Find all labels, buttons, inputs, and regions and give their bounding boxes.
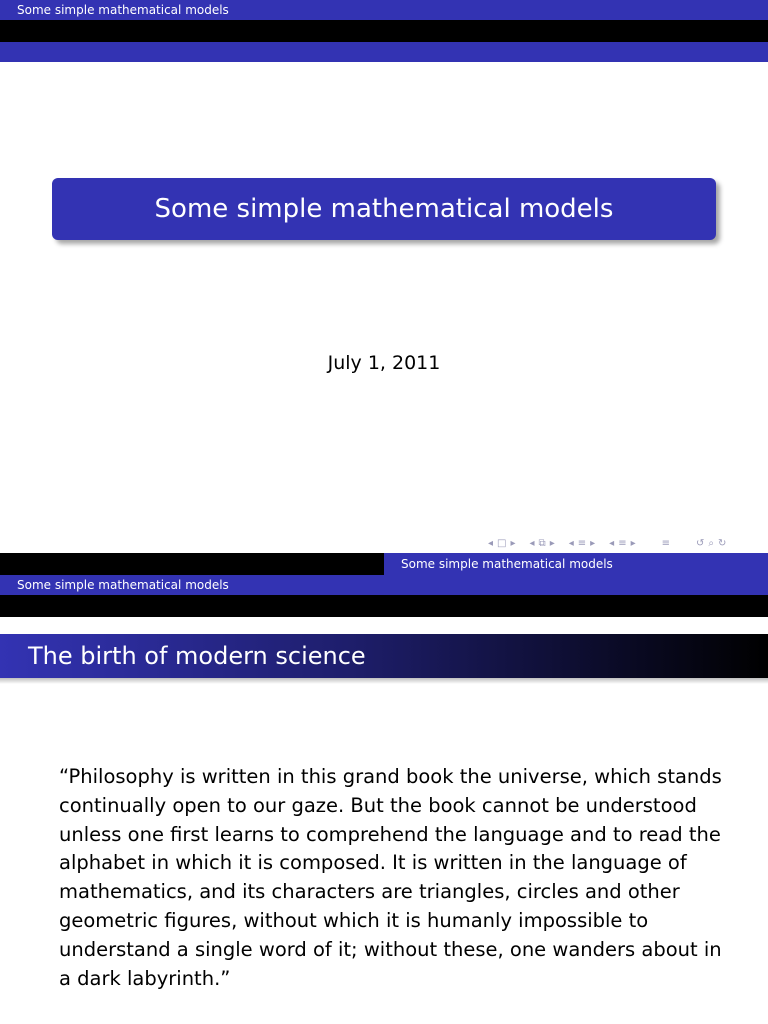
slide1-header-bar (0, 0, 768, 20)
quote-line: mathematics, and its characters are triangles, circles and other (59, 880, 680, 904)
galileo-quote (59, 763, 739, 993)
nav-subsubsection-back-icon[interactable]: ◂ (609, 537, 615, 549)
quote-line: alphabet in which it is composed. It is written in the language of (59, 851, 687, 875)
slide1-title-box (52, 178, 716, 240)
quote-line: “Philosophy is written in this grand book the universe, which stands (59, 765, 722, 788)
slide1-header-blue-band (0, 42, 768, 62)
quote-line: continually open to our gaze. But the book cannot be understood (59, 793, 697, 817)
slide1-header-black-band (0, 20, 768, 42)
slide2-header-title: Some simple mathematical models (17, 578, 229, 592)
nav-subsection-icon[interactable]: ⧉ (538, 537, 546, 549)
nav-section-forward-icon[interactable]: ▸ (590, 537, 596, 549)
nav-search-icon[interactable]: ⌕ (708, 537, 715, 549)
slide2-frame-title: The birth of modern science (28, 642, 366, 670)
nav-subsubsection-forward-icon[interactable]: ▸ (630, 537, 636, 549)
slide1-header-title: Some simple mathematical models (17, 3, 229, 17)
quote-line: understand a single word of it; without these, one wanders about in (59, 937, 722, 961)
nav-subsection-forward-icon[interactable]: ▸ (549, 537, 555, 549)
nav-subsection-back-icon[interactable]: ◂ (529, 537, 535, 549)
nav-subsubsection-icon[interactable]: ≡ (618, 537, 627, 549)
slide1-footer-black-band (0, 553, 384, 575)
slide2-header-bar (0, 575, 768, 595)
slide1-footer-title: Some simple mathematical models (401, 557, 613, 571)
slide2-frame-title-bar (0, 634, 768, 678)
quote-line: unless one first learns to comprehend the language and to read the (59, 822, 721, 846)
beamer-navigation-bar (488, 535, 726, 551)
nav-appendix-icon[interactable]: ≡ (661, 537, 671, 549)
nav-frame-back-icon[interactable]: ◂ (488, 537, 494, 549)
quote-line: a dark labyrinth.” (59, 966, 231, 990)
nav-section-icon[interactable]: ≡ (577, 537, 587, 549)
nav-frame-forward-icon[interactable]: ▸ (510, 537, 516, 549)
slide2-frame-title-shadow (0, 678, 768, 684)
slide1-footer-bar (384, 553, 768, 575)
slide1-title: Some simple mathematical models (154, 194, 614, 224)
nav-redo-icon[interactable]: ↻ (718, 537, 727, 549)
nav-section-back-icon[interactable]: ◂ (568, 537, 574, 549)
slide2-header-black-band (0, 595, 768, 617)
nav-undo-icon[interactable]: ↺ (696, 537, 705, 549)
slide1-date: July 1, 2011 (327, 352, 441, 374)
nav-frame-icon[interactable]: □ (497, 537, 507, 549)
quote-line: geometric figures, without which it is humanly impossible to (59, 908, 649, 932)
